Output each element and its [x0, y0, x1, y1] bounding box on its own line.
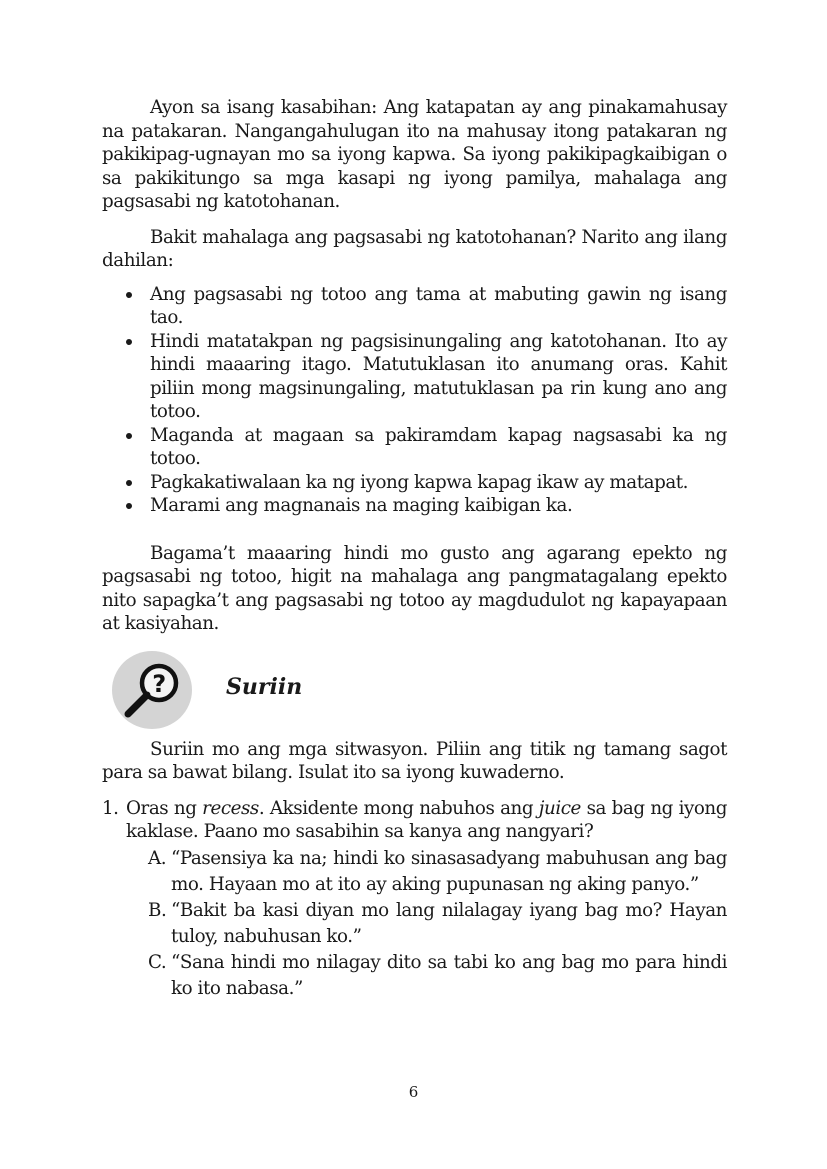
choice-text: “Sana hindi mo nilagay dito sa tabi ko ang bag mo para hindi ko ito nabasa.” [171, 951, 727, 999]
question-text: Oras ng [126, 797, 203, 819]
reason-item [102, 494, 727, 518]
choice-b [102, 898, 727, 950]
choice-text: “Bakit ba kasi diyan mo lang nilalagay iyang bag mo? Hayan tuloy, nabuhusan ko.” [171, 899, 727, 947]
reason-text: Pagkakatiwalaan ka ng iyong kapwa kapag ikaw ay matapat. [150, 471, 689, 493]
reason-text: Maganda at magaan sa pakiramdam kapag nagsasabi ka ng totoo. [150, 424, 727, 469]
intro-paragraph-3: Bagama’t maaaring hindi mo gusto ang agarang epekto ng pagsasabi ng totoo, higit na mahalaga ang pangmatagalang epekto nito sapagka’t ang pagsasabi ng totoo ay magdudulot ng kapayapaan at kasiyahan. [102, 542, 727, 634]
choice-text: “Pasensiya ka na; hindi ko sinasasadyang mabuhusan ang bag mo. Hayaan mo at ito ay aking pupunasan ng aking panyo.” [171, 847, 727, 895]
choice-letter: C. [148, 951, 167, 973]
reason-text: Hindi matatakpan ng pagsisinungaling ang katotohanan. Ito ay hindi maaaring itago. Matutuklasan ito anumang oras. Kahit piliin mong magsinungaling, matutuklasan pa rin kung ano ang totoo. [150, 330, 727, 422]
section-title: Suriin [226, 673, 303, 700]
question-text-italic: juice [538, 797, 581, 819]
reason-item [102, 330, 727, 424]
section-instructions: Suriin mo ang mga sitwasyon. Piliin ang titik ng tamang sagot para sa bawat bilang. Isulat ito sa iyong kuwaderno. [102, 738, 727, 783]
reason-item [102, 471, 727, 495]
bullet-icon [126, 433, 132, 439]
choice-list [102, 846, 727, 1002]
choice-a [102, 846, 727, 898]
magnifier-question-icon [112, 650, 194, 730]
intro-paragraph-1: Ayon sa isang kasabihan: Ang katapatan ay ang pinakamahusay na patakaran. Nangangahulugan ito na mahusay itong patakaran ng pakikipag-ugnayan mo sa iyong kapwa. Sa iyong pakikipagkaibigan o sa pakikitungo sa mga kasapi ng iyong pamilya, mahalaga ang pagsasabi ng katotohanan. [102, 97, 727, 212]
svg-text:?: ? [152, 669, 166, 698]
question-item [102, 797, 727, 1002]
bullet-icon [126, 480, 132, 486]
section-header [102, 650, 727, 732]
document-page [102, 96, 727, 1002]
intro-paragraph-2: Bakit mahalaga ang pagsasabi ng katotohanan? Narito ang ilang dahilan: [102, 226, 727, 271]
reason-item [102, 283, 727, 330]
reason-text: Ang pagsasabi ng totoo ang tama at mabuting gawin ng isang tao. [150, 283, 727, 328]
question-stem [102, 797, 727, 844]
question-text: sa bag ng iyong kaklase. Paano mo sasabihin sa kanya ang nangyari? [126, 797, 727, 842]
choice-letter: B. [148, 899, 167, 921]
choice-c [102, 950, 727, 1002]
reasons-list [102, 283, 727, 518]
reason-item [102, 424, 727, 471]
bullet-icon [126, 339, 132, 345]
question-text: . Aksidente mong nabuhos ang [258, 797, 539, 819]
page-number: 6 [408, 1083, 419, 1101]
question-number: 1. [102, 797, 119, 819]
reason-text: Marami ang magnanais na maging kaibigan ka. [150, 495, 573, 516]
choice-letter: A. [148, 847, 167, 869]
bullet-icon [126, 292, 132, 298]
question-text-italic: recess [202, 797, 259, 819]
bullet-icon [126, 503, 132, 509]
